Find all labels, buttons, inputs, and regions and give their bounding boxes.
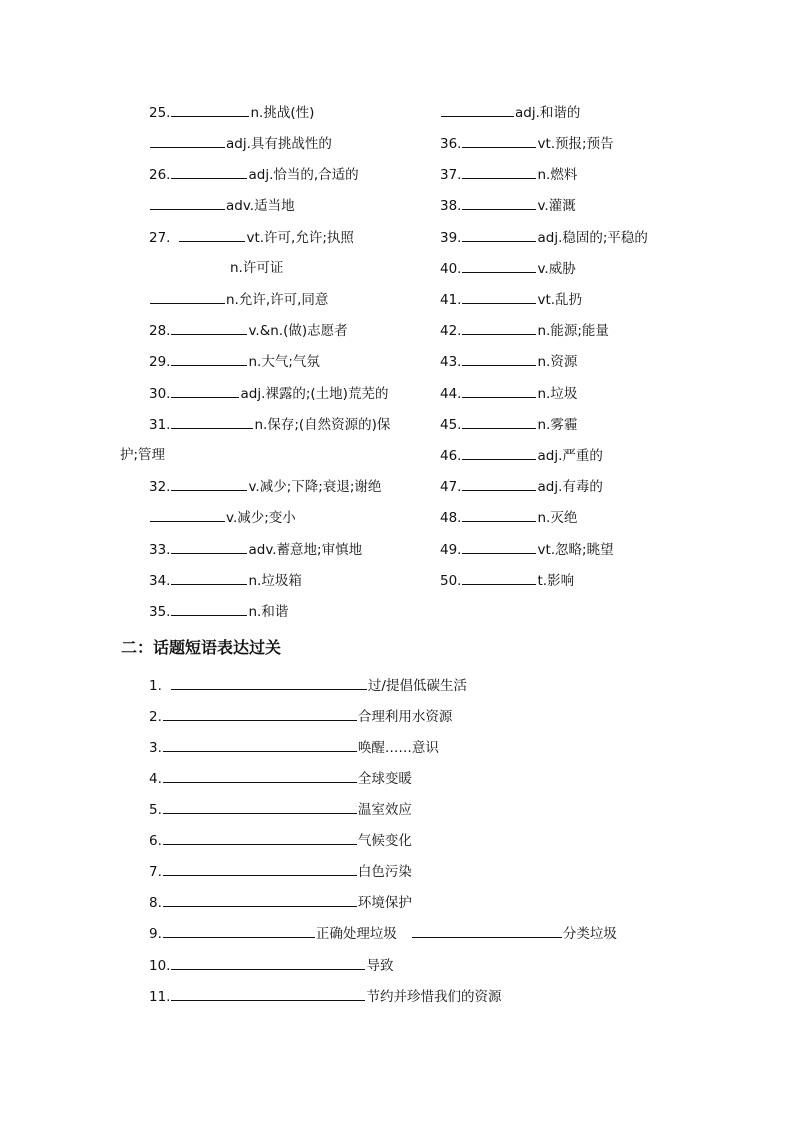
- vocab-item-41: [440, 289, 582, 309]
- item-number: 26.: [149, 167, 171, 183]
- vocab-item-33: [149, 539, 362, 559]
- item-number: 45.: [440, 417, 462, 433]
- item-number: 31.: [149, 417, 171, 433]
- item-number: 47.: [440, 479, 462, 495]
- item-definition: adj.严重的: [537, 448, 603, 464]
- vocab-item-38: [440, 195, 576, 215]
- answer-blank[interactable]: [171, 570, 247, 585]
- item-definition: 气候变化: [357, 833, 412, 849]
- item-definition: 唤醒……意识: [357, 740, 439, 756]
- item-number: 35.: [149, 604, 171, 620]
- answer-blank[interactable]: [462, 133, 536, 148]
- item-definition: n.垃圾: [537, 386, 578, 402]
- item-number: 8.: [149, 895, 162, 911]
- item-definition: v.&n.(做)志愿者: [248, 323, 348, 339]
- answer-blank[interactable]: [171, 539, 247, 554]
- answer-blank[interactable]: [163, 861, 357, 876]
- answer-blank[interactable]: [171, 476, 247, 491]
- vocab-item-46: [440, 445, 603, 465]
- answer-blank[interactable]: [171, 383, 239, 398]
- answer-blank[interactable]: [171, 320, 247, 335]
- item-number: 2.: [149, 709, 162, 725]
- item-definition: v.减少;变小: [226, 510, 296, 526]
- phrase-item-5: [149, 799, 412, 819]
- item-definition: n.允许,许可,同意: [226, 292, 329, 308]
- item-number: 4.: [149, 771, 162, 787]
- item-number: 28.: [149, 323, 171, 339]
- answer-blank[interactable]: [171, 414, 253, 429]
- item-definition: adj.恰当的,合适的: [248, 167, 359, 183]
- answer-blank[interactable]: [441, 102, 514, 117]
- answer-blank[interactable]: [163, 892, 357, 907]
- answer-blank[interactable]: [179, 227, 245, 242]
- vocab-item-35: [149, 601, 288, 621]
- vocab-item-35b: [440, 102, 580, 122]
- answer-blank[interactable]: [462, 320, 536, 335]
- item-number: 11.: [149, 989, 171, 1005]
- item-number: 32.: [149, 479, 171, 495]
- answer-blank[interactable]: [171, 955, 365, 970]
- vocab-item-43: [440, 351, 577, 371]
- item-number: 40.: [440, 261, 462, 277]
- item-definition: n.和谐: [248, 604, 289, 620]
- item-definition: n.灭绝: [537, 510, 578, 526]
- item-definition: t.影响: [537, 573, 575, 589]
- phrase-item-8: [149, 892, 412, 912]
- answer-blank[interactable]: [163, 923, 315, 938]
- item-number: 37.: [440, 167, 462, 183]
- vocab-item-45: [440, 414, 577, 434]
- item-number: 42.: [440, 323, 462, 339]
- item-number: 30.: [149, 386, 171, 402]
- item-number: 6.: [149, 833, 162, 849]
- item-definition: 合理利用水资源: [357, 709, 453, 725]
- phrase-item-7: [149, 861, 412, 881]
- item-number: 34.: [149, 573, 171, 589]
- item-number: 1.: [149, 678, 162, 694]
- vocab-item-25: [149, 102, 314, 122]
- answer-blank[interactable]: [462, 476, 536, 491]
- item-definition: n.挑战(性): [250, 105, 315, 121]
- item-definition: adj.稳固的;平稳的: [537, 230, 648, 246]
- phrase-item-2: [149, 706, 452, 726]
- vocab-item-27b: [230, 258, 283, 278]
- item-number: 41.: [440, 292, 462, 308]
- vocab-item-26: [149, 164, 359, 184]
- vocab-item-26b: [149, 195, 295, 215]
- item-definition: 导致: [366, 958, 394, 974]
- item-definition: vt.许可,允许;执照: [246, 230, 354, 246]
- item-definition: 节约并珍惜我们的资源: [366, 989, 502, 1005]
- answer-blank[interactable]: [163, 706, 357, 721]
- vocab-item-42: [440, 320, 609, 340]
- answer-blank[interactable]: [462, 195, 536, 210]
- answer-blank[interactable]: [150, 289, 225, 304]
- answer-blank[interactable]: [462, 289, 536, 304]
- vocab-item-29: [149, 351, 320, 371]
- vocab-item-27c: [149, 289, 328, 309]
- vocab-item-37: [440, 164, 577, 184]
- item-definition: n.能源;能量: [537, 323, 609, 339]
- answer-blank[interactable]: [171, 351, 247, 366]
- vocab-item-28: [149, 320, 348, 340]
- item-definition: adj.有毒的: [537, 479, 603, 495]
- item-number: 44.: [440, 386, 462, 402]
- vocab-item-47: [440, 476, 603, 496]
- item-number: 36.: [440, 136, 462, 152]
- item-definition: adj.裸露的;(土地)荒芜的: [240, 386, 389, 402]
- item-definition: adv.适当地: [226, 198, 295, 214]
- vocab-item-25b: [149, 133, 332, 153]
- item-definition: vt.忽略;眺望: [537, 542, 614, 558]
- vocab-item-30: [149, 383, 388, 403]
- phrase-item-4: [149, 768, 412, 788]
- phrase-item-6: [149, 830, 412, 850]
- item-number: 39.: [440, 230, 462, 246]
- answer-blank[interactable]: [171, 601, 247, 616]
- answer-blank[interactable]: [163, 799, 357, 814]
- item-definition: n.资源: [537, 354, 578, 370]
- vocab-item-50: [440, 570, 574, 590]
- answer-blank[interactable]: [462, 570, 536, 585]
- vocab-item-34: [149, 570, 302, 590]
- phrase-item-10: [149, 955, 393, 975]
- item-definition: adj.和谐的: [515, 105, 581, 121]
- item-definition: 正确处理垃圾: [315, 926, 397, 942]
- item-definition: vt.乱扔: [537, 292, 583, 308]
- phrase-item-3: [149, 737, 439, 757]
- item-number: 46.: [440, 448, 462, 464]
- answer-blank[interactable]: [171, 986, 365, 1001]
- item-definition: v.威胁: [537, 261, 576, 277]
- answer-blank[interactable]: [163, 830, 357, 845]
- item-number: 5.: [149, 802, 162, 818]
- item-number: 48.: [440, 510, 462, 526]
- item-definition: n.保存;(自然资源的)保: [254, 417, 391, 433]
- vocab-item-31: [149, 414, 390, 434]
- item-number: 33.: [149, 542, 171, 558]
- item-definition: n.雾霾: [537, 417, 578, 433]
- item-definition: adv.蓄意地;审慎地: [248, 542, 363, 558]
- answer-blank[interactable]: [462, 445, 536, 460]
- item-definition: v.灌溉: [537, 198, 576, 214]
- item-definition: vt.预报;预告: [537, 136, 614, 152]
- answer-blank[interactable]: [462, 414, 536, 429]
- answer-blank[interactable]: [150, 507, 225, 522]
- item-number: 50.: [440, 573, 462, 589]
- item-number: 43.: [440, 354, 462, 370]
- item-number: 27.: [149, 230, 171, 246]
- answer-blank[interactable]: [462, 539, 536, 554]
- phrase-item-1: [149, 675, 467, 695]
- answer-blank[interactable]: [412, 923, 562, 938]
- item-definition: 全球变暖: [357, 771, 412, 787]
- answer-blank[interactable]: [163, 737, 357, 752]
- answer-blank[interactable]: [171, 164, 247, 179]
- answer-blank[interactable]: [462, 383, 536, 398]
- vocab-item-40: [440, 258, 576, 278]
- item-definition: n.大气;气氛: [248, 354, 320, 370]
- item-definition: 白色污染: [357, 864, 412, 880]
- item-number: 10.: [149, 958, 171, 974]
- item-definition: n.燃料: [537, 167, 578, 183]
- vocab-item-31b: [120, 445, 165, 465]
- vocab-item-44: [440, 383, 577, 403]
- phrase-item-9: [149, 923, 617, 943]
- item-definition: v.减少;下降;衰退;谢绝: [248, 479, 382, 495]
- item-number: 49.: [440, 542, 462, 558]
- item-number: 7.: [149, 864, 162, 880]
- vocab-item-32: [149, 476, 381, 496]
- item-number: 25.: [149, 105, 171, 121]
- answer-blank[interactable]: [150, 195, 225, 210]
- answer-blank[interactable]: [163, 768, 357, 783]
- item-definition: adj.具有挑战性的: [226, 136, 332, 152]
- item-number: 9.: [149, 926, 162, 942]
- answer-blank[interactable]: [150, 133, 225, 148]
- answer-blank[interactable]: [462, 164, 536, 179]
- answer-blank[interactable]: [462, 351, 536, 366]
- vocab-item-39: [440, 227, 648, 247]
- item-number: 38.: [440, 198, 462, 214]
- answer-blank[interactable]: [462, 507, 536, 522]
- answer-blank[interactable]: [462, 227, 536, 242]
- item-definition: 护;管理: [120, 447, 166, 463]
- item-number: 3.: [149, 740, 162, 756]
- vocab-item-48: [440, 507, 577, 527]
- answer-blank[interactable]: [171, 675, 367, 690]
- answer-blank[interactable]: [171, 102, 249, 117]
- answer-blank[interactable]: [462, 258, 536, 273]
- item-number: 29.: [149, 354, 171, 370]
- item-definition: n.许可证: [230, 260, 284, 276]
- item-definition: 环境保护: [357, 895, 412, 911]
- item-definition: n.垃圾箱: [248, 573, 302, 589]
- vocab-item-32b: [149, 507, 296, 527]
- item-definition: 分类垃圾: [562, 926, 617, 942]
- section-heading: 二：话题短语表达过关: [121, 638, 282, 657]
- phrase-item-11: [149, 986, 501, 1006]
- vocab-item-36: [440, 133, 614, 153]
- item-definition: 温室效应: [357, 802, 412, 818]
- item-definition: 过/提倡低碳生活: [367, 678, 467, 694]
- vocab-item-49: [440, 539, 614, 559]
- vocab-item-27: [149, 227, 354, 247]
